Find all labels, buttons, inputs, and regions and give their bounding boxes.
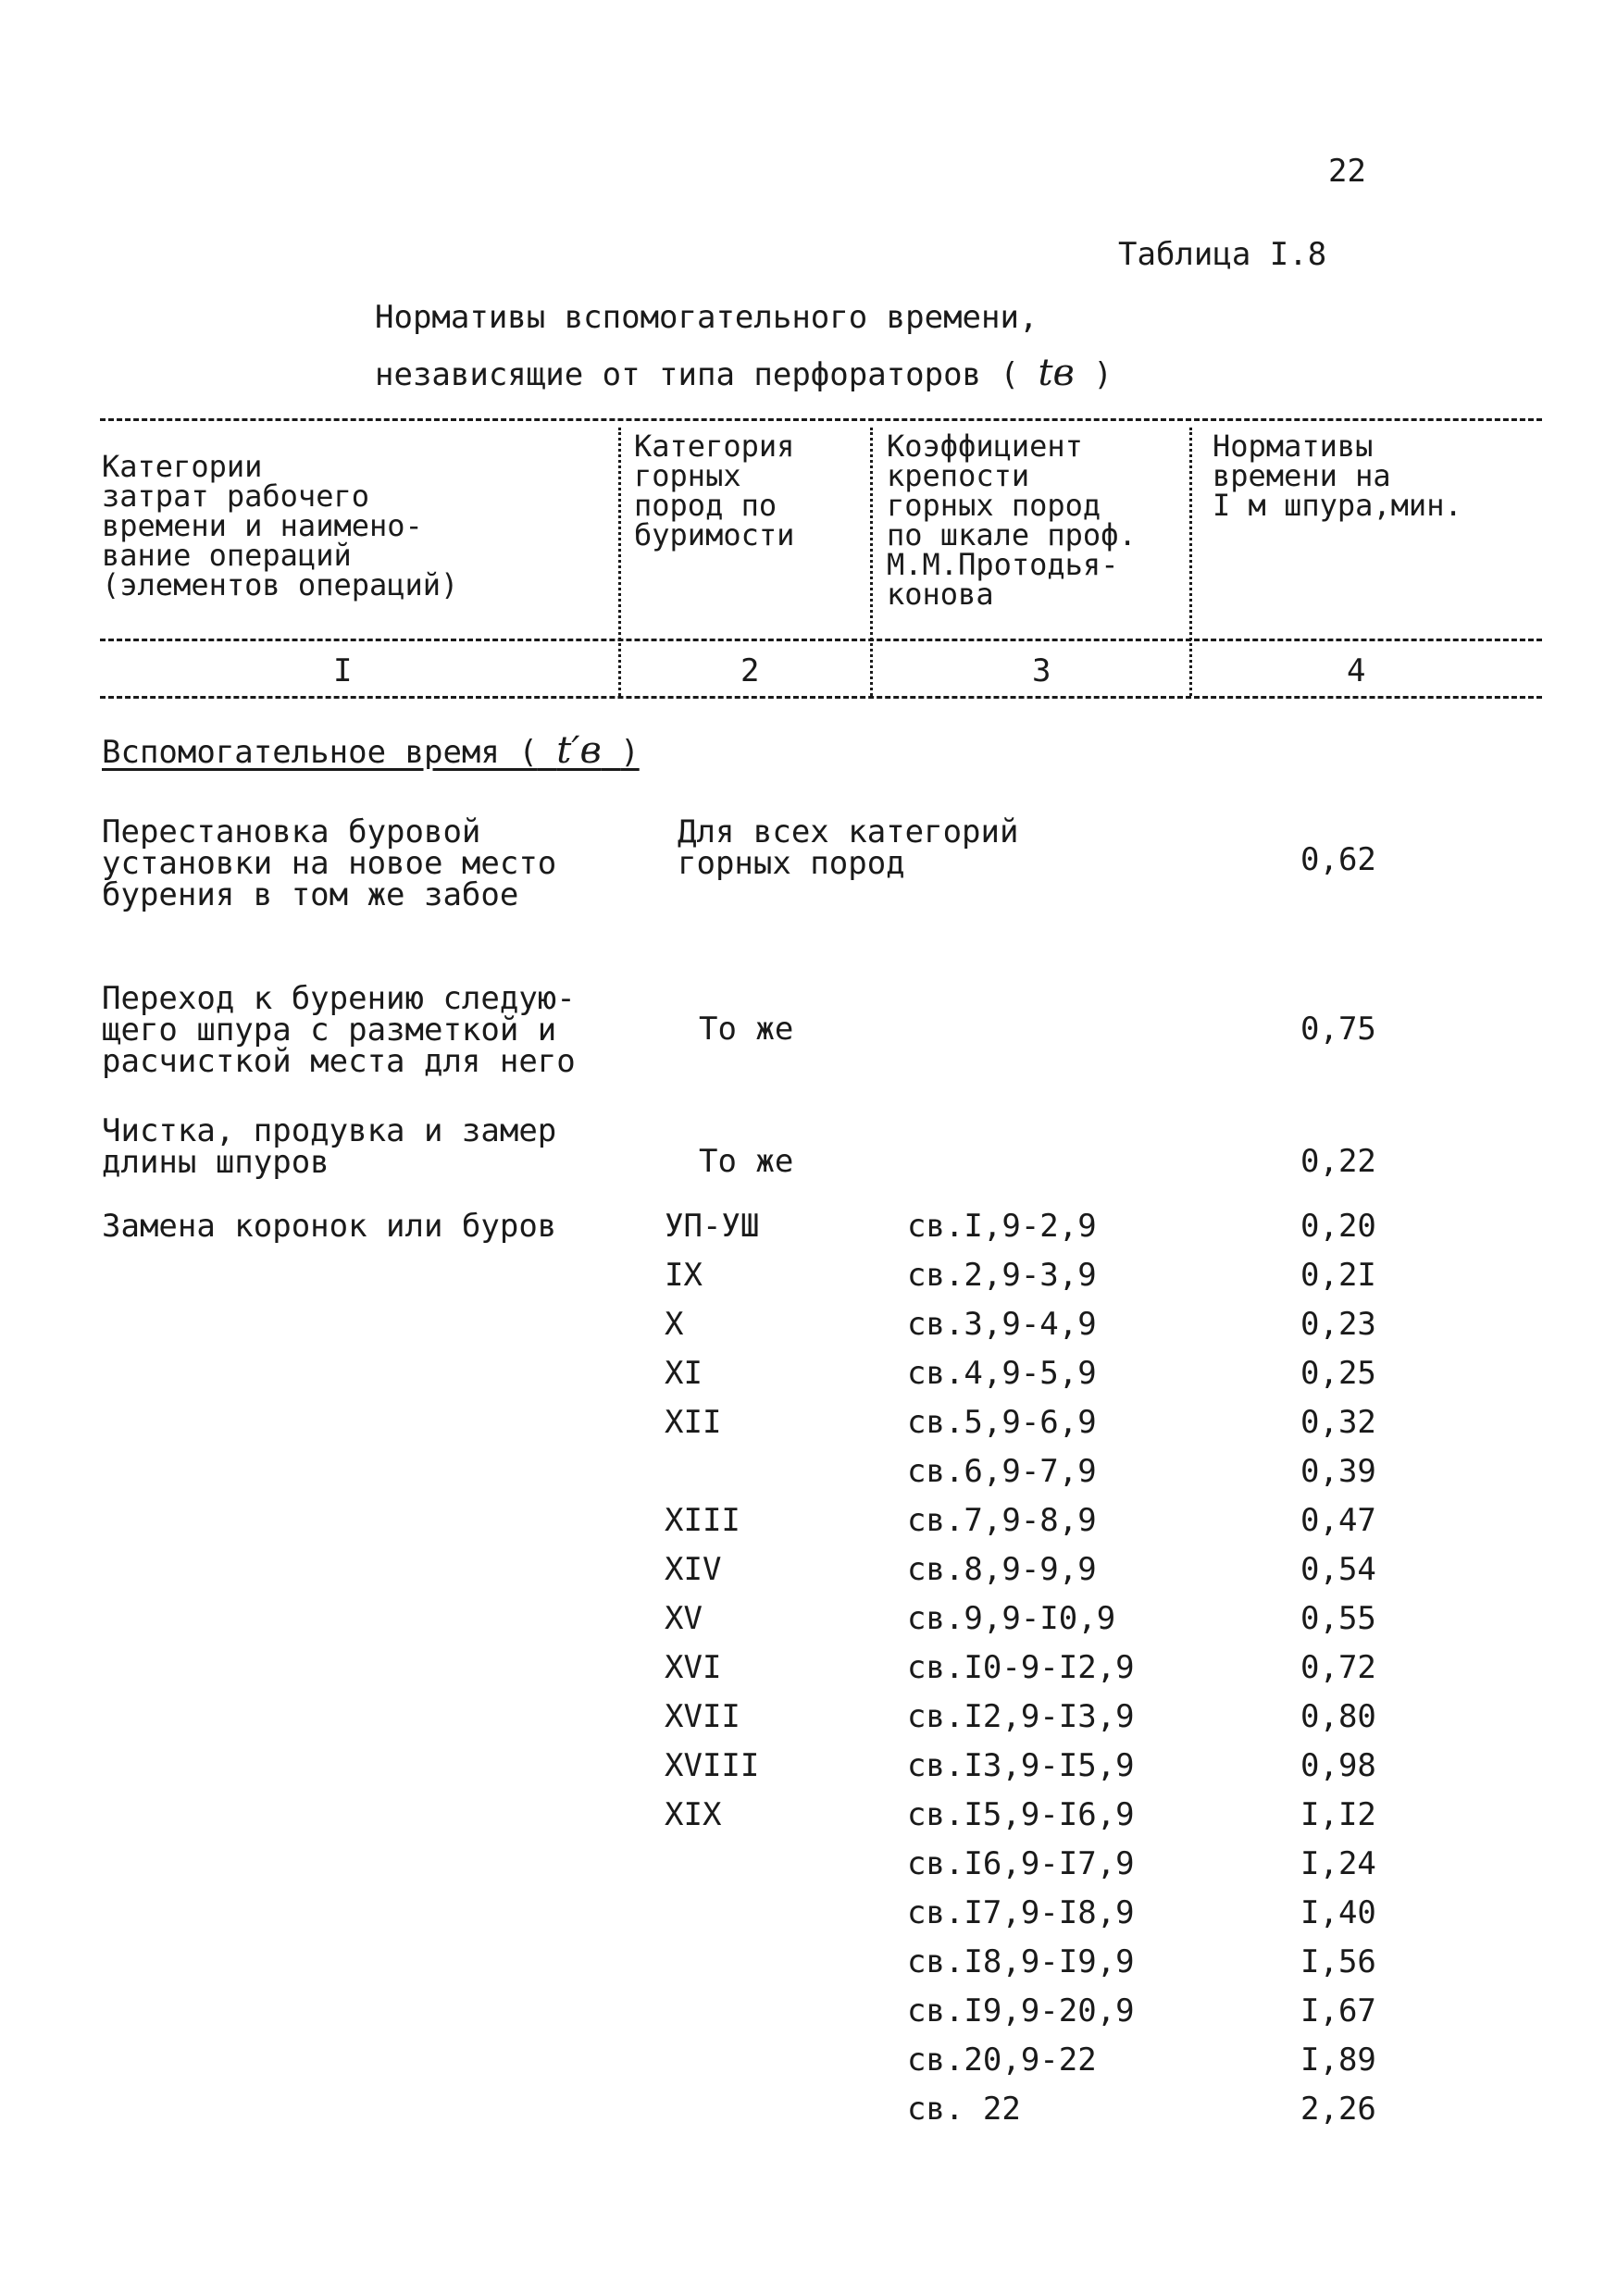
- replacement-category: XVII: [665, 1698, 740, 1735]
- replacement-coefficient: св.I0-9-I2,9: [907, 1649, 1135, 1686]
- header-col-rock-category: Категория горных пород по буримости: [634, 428, 795, 552]
- replacement-category: XVI: [665, 1649, 722, 1686]
- table-label: Таблица I.8: [1118, 236, 1327, 273]
- replacement-category: XII: [665, 1404, 722, 1441]
- op-3-category: То же: [699, 1143, 794, 1180]
- table-title-text: независящие от типа перфораторов (: [375, 356, 1019, 393]
- section-label: Вспомогательное время (: [102, 734, 538, 771]
- replacement-value: 0,55: [1300, 1600, 1376, 1637]
- replacement-value: 2,26: [1300, 2091, 1376, 2128]
- replacement-category: X: [665, 1306, 684, 1343]
- replacement-value: 0,20: [1300, 1208, 1376, 1245]
- replacement-value: 0,54: [1300, 1551, 1376, 1588]
- replacement-value: 0,23: [1300, 1306, 1376, 1343]
- replacement-category: XIII: [665, 1502, 740, 1539]
- op-1-name: Перестановка буровой установки на новое место бурения в том же забое: [102, 813, 557, 913]
- replacement-value: 0,32: [1300, 1404, 1376, 1441]
- replacement-value: 0,2I: [1300, 1257, 1376, 1294]
- replacement-category: XI: [665, 1355, 703, 1392]
- column-separator-2: [870, 428, 873, 696]
- replacement-coefficient: св.3,9-4,9: [907, 1306, 1097, 1343]
- op-1-value: 0,62: [1300, 841, 1376, 878]
- replacement-value: 0,39: [1300, 1453, 1376, 1490]
- replacement-value: 0,72: [1300, 1649, 1376, 1686]
- replacement-coefficient: св.I9,9-20,9: [907, 1992, 1135, 2029]
- replacement-coefficient: св.6,9-7,9: [907, 1453, 1097, 1490]
- op-2-value: 0,75: [1300, 1011, 1376, 1048]
- table-title-close: ): [1093, 356, 1113, 393]
- replacement-coefficient: св.4,9-5,9: [907, 1355, 1097, 1392]
- column-number-3: 3: [1032, 652, 1051, 689]
- replacement-coefficient: св.I5,9-I6,9: [907, 1796, 1135, 1833]
- replacement-coefficient: св.8,9-9,9: [907, 1551, 1097, 1588]
- replacement-value: I,89: [1300, 2042, 1376, 2079]
- op-2-category: То же: [699, 1011, 794, 1048]
- replacement-value: I,67: [1300, 1992, 1376, 2029]
- header-bottom-rule: [100, 639, 1542, 641]
- section-close: ): [620, 734, 640, 771]
- column-number-1: I: [333, 652, 353, 689]
- op-3-value: 0,22: [1300, 1143, 1376, 1180]
- header-top-rule: [100, 418, 1542, 421]
- table-title-line1: Нормативы вспомогательного времени,: [375, 299, 1039, 336]
- table-title-line2: [375, 354, 1113, 392]
- replacement-category: XVIII: [665, 1747, 760, 1784]
- replacement-coefficient: св.7,9-8,9: [907, 1502, 1097, 1539]
- section-heading: [102, 731, 640, 770]
- time-symbol: tв: [1038, 352, 1075, 394]
- replacement-coefficient: св.I6,9-I7,9: [907, 1845, 1135, 1882]
- column-number-rule: [100, 696, 1542, 699]
- replacement-coefficient: св.2,9-3,9: [907, 1257, 1097, 1294]
- replacement-value: I,I2: [1300, 1796, 1376, 1833]
- replacement-coefficient: св.I8,9-I9,9: [907, 1943, 1135, 1980]
- column-number-4: 4: [1347, 652, 1366, 689]
- replacement-coefficient: св.I2,9-I3,9: [907, 1698, 1135, 1735]
- page-number: 22: [1328, 153, 1366, 190]
- replacement-value: I,56: [1300, 1943, 1376, 1980]
- header-col-time-norm: Нормативы времени на I м шпура,мин.: [1213, 428, 1462, 523]
- replacement-category: XIX: [665, 1796, 722, 1833]
- section-time-symbol: t′в: [556, 729, 602, 772]
- op-4-name: Замена коронок или буров: [102, 1208, 557, 1245]
- replacement-category: УП-УШ: [665, 1208, 760, 1245]
- replacement-value: I,24: [1300, 1845, 1376, 1882]
- header-col-hardness-coefficient: Коэффициент крепости горных пород по шкале проф. М.М.Протодья- конова: [887, 428, 1137, 612]
- replacement-coefficient: св.20,9-22: [907, 2042, 1097, 2079]
- column-separator-3: [1189, 428, 1192, 696]
- op-1-category: Для всех категорий горных пород: [678, 813, 1019, 882]
- replacement-category: XIV: [665, 1551, 722, 1588]
- replacement-value: 0,47: [1300, 1502, 1376, 1539]
- replacement-coefficient: св.I3,9-I5,9: [907, 1747, 1135, 1784]
- replacement-coefficient: св.9,9-I0,9: [907, 1600, 1116, 1637]
- replacement-value: I,40: [1300, 1894, 1376, 1931]
- replacement-value: 0,25: [1300, 1355, 1376, 1392]
- header-col-operations: Категории затрат рабочего времени и наимено- вание операций (элементов операций): [102, 449, 459, 602]
- replacement-category: XV: [665, 1600, 703, 1637]
- replacement-coefficient: св.I7,9-I8,9: [907, 1894, 1135, 1931]
- op-3-name: Чистка, продувка и замер длины шпуров: [102, 1112, 557, 1181]
- column-number-2: 2: [740, 652, 760, 689]
- replacement-coefficient: св.I,9-2,9: [907, 1208, 1097, 1245]
- replacement-category: IX: [665, 1257, 703, 1294]
- replacement-value: 0,98: [1300, 1747, 1376, 1784]
- replacement-coefficient: св. 22: [907, 2091, 1021, 2128]
- replacement-coefficient: св.5,9-6,9: [907, 1404, 1097, 1441]
- op-2-name: Переход к бурению следую- щего шпура с разметкой и расчисткой места для него: [102, 980, 576, 1080]
- column-separator-1: [618, 428, 621, 696]
- replacement-value: 0,80: [1300, 1698, 1376, 1735]
